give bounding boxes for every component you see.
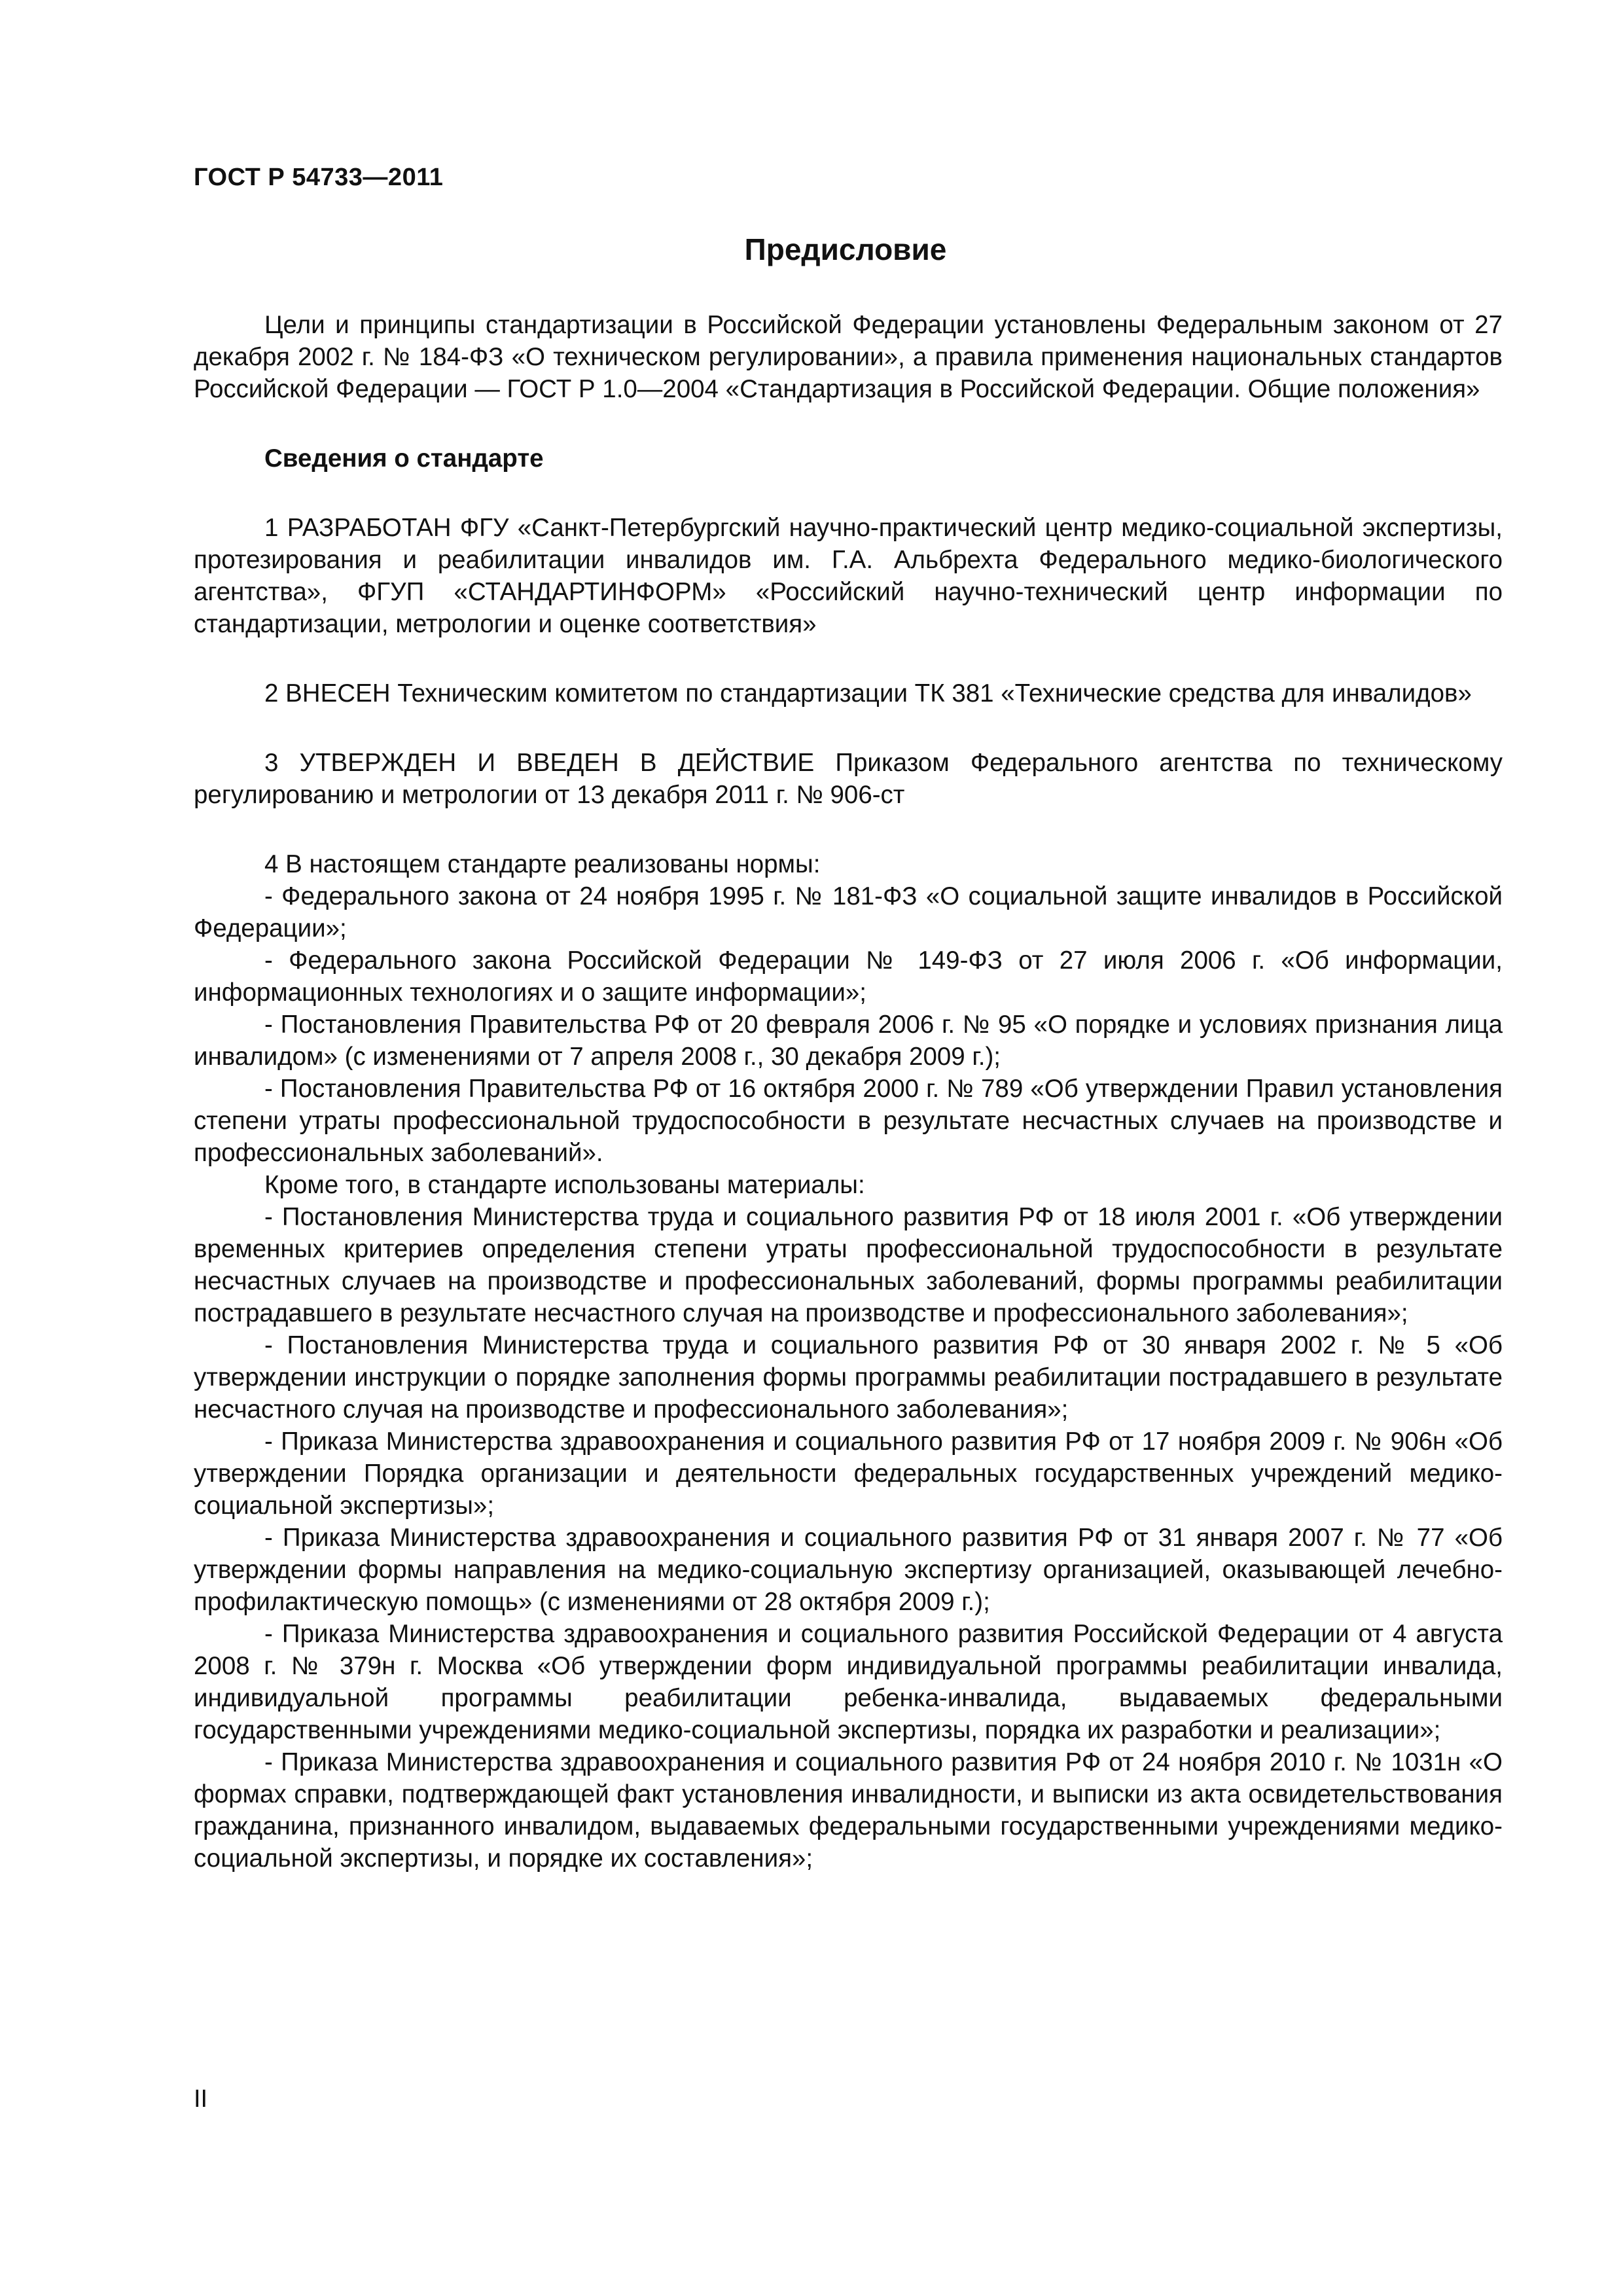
materials-intro: Кроме того, в стандарте использованы материалы: — [264, 1171, 865, 1199]
norm-item: - Федерального закона Российской Федерации № 149-ФЗ от 27 июля 2006 г. «Об информации, информационных технологиях и о защите информации»; — [194, 946, 1503, 1007]
document-code: ГОСТ Р 54733—2011 — [194, 164, 444, 191]
material-item: - Приказа Министерства здравоохранения и социального развития РФ от 17 ноября 2009 г. № 906н «Об утверждении Порядка организации и деятельности федеральных государственных учреждений медико-социальной экспертизы»; — [194, 1427, 1503, 1520]
item-1-developed: 1 РАЗРАБОТАН ФГУ «Санкт-Петербургский научно-практический центр медико-социальной экспертизы, протезирования и реабилитации инвалидов им. Г.А. Альбрехта Федерального медико-биологического агентства», ФГУП «СТАНДАРТИНФОРМ» «Российский научно-технический центр информации по стандартизации, метрологии и оценке соответствия» — [194, 514, 1503, 638]
document-body — [194, 309, 1503, 1874]
material-item: - Постановления Министерства труда и социального развития РФ от 18 июля 2001 г. «Об утверждении временных критериев определения степени утраты профессиональной трудоспособности в результате несчастных случаев на производстве и профессиональных заболеваний, формы программы реабилитации пострадавшего в результате несчастного случая на производстве и профессионального заболевания»; — [194, 1203, 1503, 1327]
item-2-submitted: 2 ВНЕСЕН Техническим комитетом по стандартизации ТК 381 «Технические средства для инвалидов» — [264, 679, 1472, 708]
norm-item: - Постановления Правительства РФ от 20 февраля 2006 г. № 95 «О порядке и условиях признания лица инвалидом» (с изменениями от 7 апреля 2008 г., 30 декабря 2009 г.); — [194, 1011, 1503, 1071]
material-item: - Приказа Министерства здравоохранения и социального развития РФ от 24 ноября 2010 г. № 1031н «О формах справки, подтверждающей факт установления инвалидности, и выписки из акта освидетельствования гражданина, признанного инвалидом, выдаваемых федеральными государственными учреждениями медико-социальной экспертизы, и порядке их составления»; — [194, 1748, 1503, 1873]
page-title: Предисловие — [744, 232, 947, 266]
material-item: - Приказа Министерства здравоохранения и социального развития РФ от 31 января 2007 г. № 77 «Об утверждении формы направления на медико-социальную экспертизу организацией, оказывающей лечебно-профилактическую помощь» (с изменениями от 28 октября 2009 г.); — [194, 1524, 1503, 1616]
norm-item: - Постановления Правительства РФ от 16 октября 2000 г. № 789 «Об утверждении Правил установления степени утраты профессиональной трудоспособности в результате несчастных случаев на производстве и профессиональных заболеваний». — [194, 1075, 1503, 1167]
item-3-approved: 3 УТВЕРЖДЕН И ВВЕДЕН В ДЕЙСТВИЕ Приказом Федерального агентства по техническому регулированию и метрологии от 13 декабря 2011 г. № 906-ст — [194, 749, 1503, 809]
item-4-intro: 4 В настоящем стандарте реализованы нормы: — [264, 850, 821, 878]
norm-item: - Федерального закона от 24 ноября 1995 г. № 181-ФЗ «О социальной защите инвалидов в Российской Федерации»; — [194, 882, 1503, 942]
section-title: Сведения о стандарте — [264, 444, 544, 473]
intro-paragraph: Цели и принципы стандартизации в Российской Федерации установлены Федеральным законом от 27 декабря 2002 г. № 184-ФЗ «О техническом регулировании», а правила применения национальных стандартов Российской Федерации — ГОСТ Р 1.0—2004 «Стандартизация в Российской Федерации. Общие положения» — [194, 311, 1503, 403]
material-item: - Приказа Министерства здравоохранения и социального развития Российской Федерации от 4 августа 2008 г. № 379н г. Москва «Об утверждении форм индивидуальной программы реабилитации инвалида, индивидуальной программы реабилитации ребенка-инвалида, выдаваемых федеральными государственными учреждениями медико-социальной экспертизы, порядка их разработки и реализации»; — [194, 1620, 1503, 1744]
page-number: II — [194, 2085, 208, 2113]
material-item: - Постановления Министерства труда и социального развития РФ от 30 января 2002 г. № 5 «Об утверждении инструкции о порядке заполнения формы программы реабилитации пострадавшего в результате несчастного случая на производстве и профессионального заболевания»; — [194, 1331, 1503, 1424]
